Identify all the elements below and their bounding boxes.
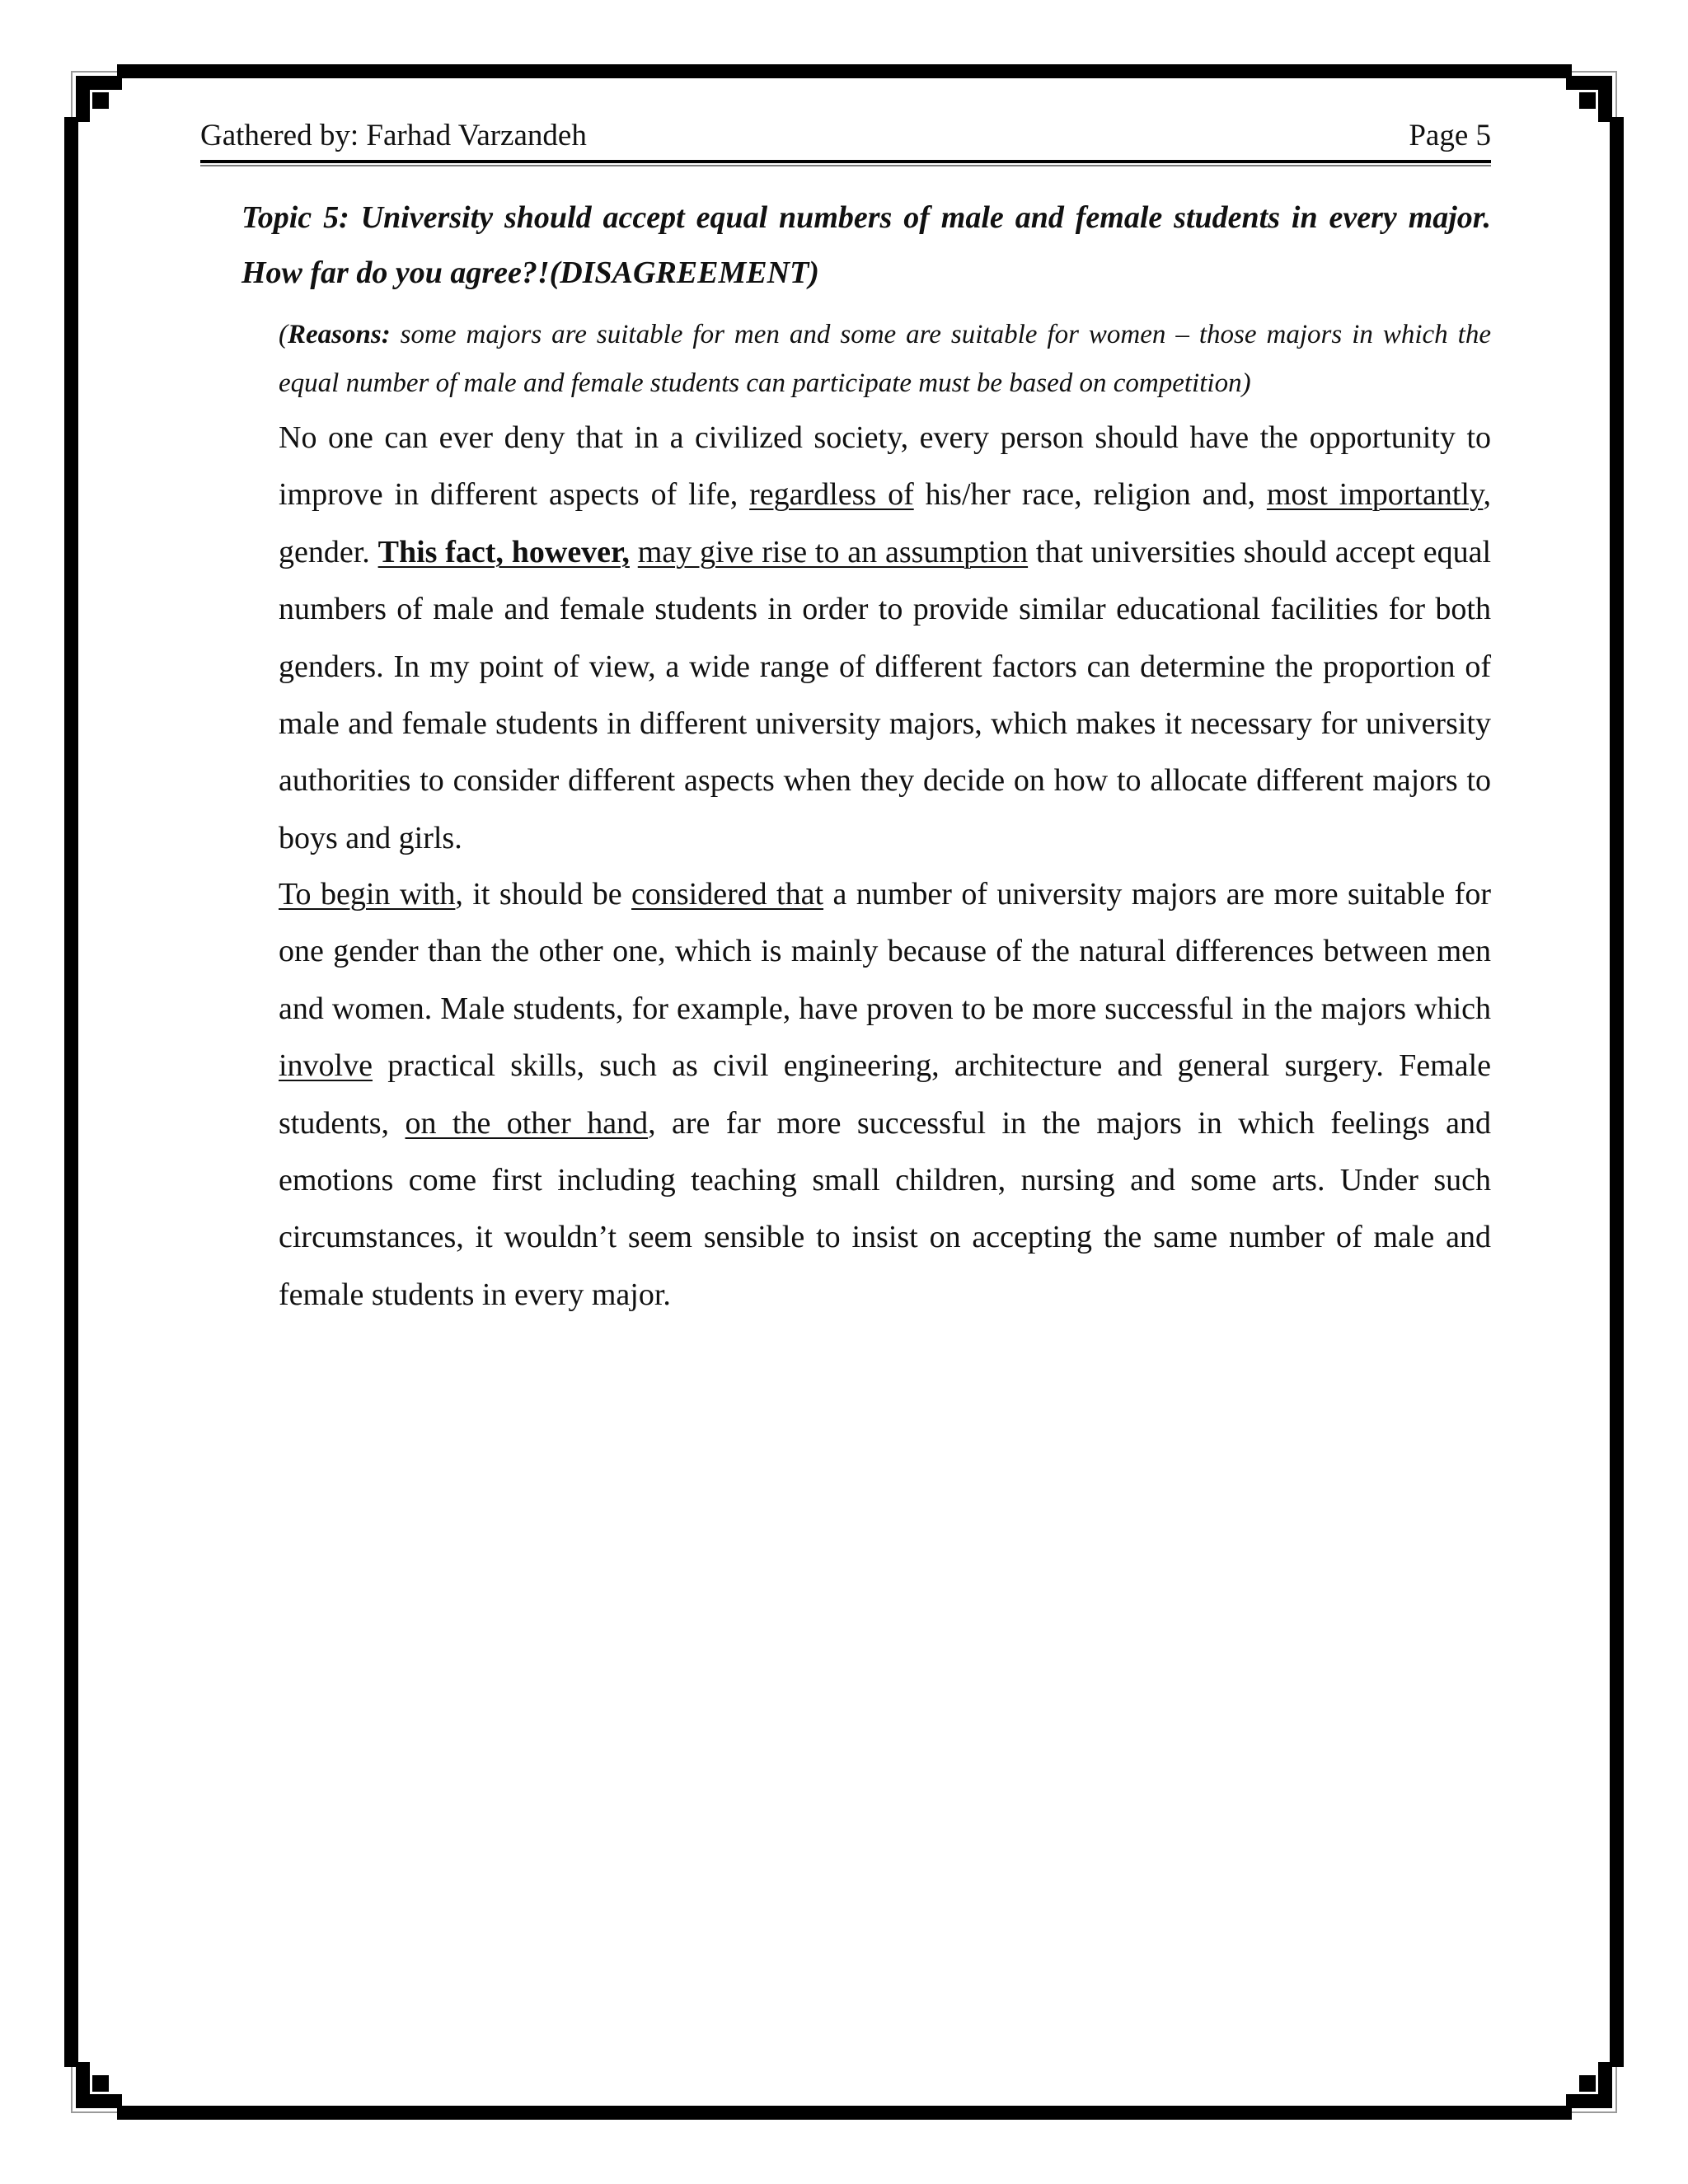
page-header — [200, 115, 1491, 157]
p1-text-1: No one can ever deny that in a civilized society, every person should have the opportunity to improve in different aspects of life, — [279, 420, 1491, 513]
p1-underline-assumption: may give rise to an assumption — [637, 534, 1029, 569]
header-page-number: Page 5 — [1409, 119, 1491, 152]
reasons-open-paren: ( — [279, 320, 288, 349]
p2-underline-considered-that: considered that — [631, 877, 824, 912]
reasons-note — [279, 311, 1491, 408]
page-border-bottom — [117, 2106, 1572, 2120]
p2-text-4: , are far more successful in the majors in which feelings and emotions come first including teaching small children, nursing and some arts. Under such circumstances, it wouldn’t seem sensible to insist on accepting the same number of male and female students in every major. — [279, 1105, 1491, 1312]
border-corner-bottom-right — [1566, 2062, 1612, 2108]
header-author: Gathered by: Farhad Varzandeh — [200, 119, 587, 152]
page-border-top — [117, 64, 1572, 78]
p2-underline-on-the-other-hand: on the other hand — [405, 1105, 649, 1141]
p1-underline-regardless-of: regardless of — [749, 477, 914, 513]
p1-text-4 — [630, 535, 638, 569]
p2-text-3: practical skills, such as civil engineering, architecture and general surgery. Female students, — [279, 1048, 1491, 1141]
p1-bold-this-fact-however: This fact, however, — [377, 534, 630, 569]
reasons-label: Reasons: — [288, 320, 391, 349]
body-paragraph-first-reason — [279, 866, 1491, 1324]
p2-text-2: a number of university majors are more suitable for one gender than the other one, which is mainly because of the natural differences between men and women. Male students, for example, have proven to be more successful in the majors which — [279, 877, 1491, 1026]
body-paragraph-intro — [279, 410, 1491, 867]
p1-text-3: , gender. — [279, 477, 1492, 569]
header-rule — [200, 160, 1491, 163]
border-corner-top-left — [76, 76, 122, 122]
reasons-text: some majors are suitable for men and some are suitable for women – those majors in which the equal number of male and female students can participate must be based on competition) — [279, 320, 1491, 398]
topic-heading: Topic 5: University should accept equal numbers of male and female students in every major. How far do you agree?!(DISAGREEMENT) — [241, 200, 1491, 290]
border-corner-top-right — [1566, 76, 1612, 122]
page-border-right — [1610, 117, 1624, 2067]
header-rule-shadow — [200, 165, 1491, 166]
p1-text-2: his/her race, religion and, — [913, 477, 1267, 513]
p1-text-5: that universities should accept equal numbers of male and female students in order to provide similar educational facilities for both genders. In my point of view, a wide range of different factors can determine the proportion of male and female students in different university majors, which makes it necessary for university authorities to consider different aspects when they decide on how to allocate different majors to boys and girls. — [279, 534, 1492, 855]
p2-text-1: , it should be — [455, 877, 632, 912]
page-border-left — [64, 117, 78, 2067]
border-corner-bottom-left — [76, 2062, 122, 2108]
p1-underline-most-importantly: most importantly — [1266, 477, 1484, 513]
p2-underline-to-begin-with: To begin with — [279, 877, 456, 912]
p2-underline-involve: involve — [279, 1048, 373, 1084]
